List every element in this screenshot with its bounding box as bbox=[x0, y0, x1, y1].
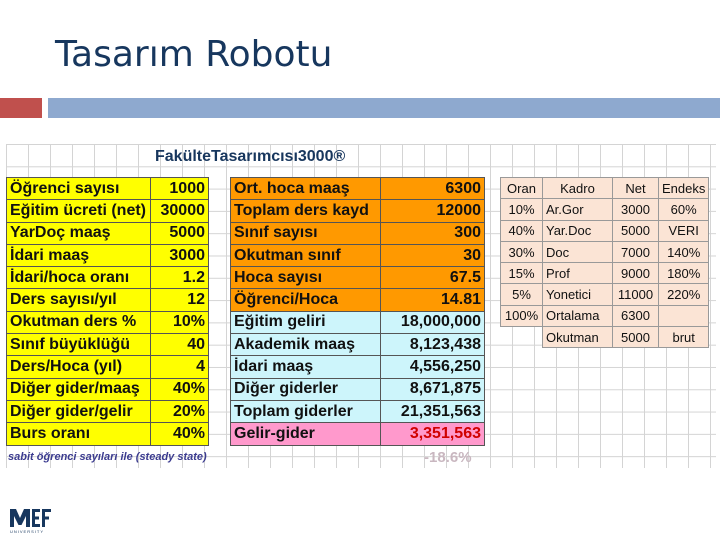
table-row bbox=[7, 289, 209, 311]
table-cell: 3000 bbox=[613, 199, 659, 220]
parameter-label: Öğrenci sayısı bbox=[7, 178, 151, 200]
table-row bbox=[7, 334, 209, 356]
parameter-value: 40 bbox=[151, 334, 209, 356]
table-cell: 180% bbox=[659, 263, 709, 284]
table-cell: 100% bbox=[501, 305, 543, 326]
column-header: Net bbox=[613, 178, 659, 199]
table-cell: 40% bbox=[501, 220, 543, 241]
table-row bbox=[501, 241, 709, 262]
result-value: 6300 bbox=[381, 178, 485, 200]
table-cell bbox=[501, 327, 543, 348]
table-row bbox=[231, 178, 485, 200]
result-label: İdari maaş bbox=[231, 356, 381, 378]
parameter-value: 1000 bbox=[151, 178, 209, 200]
parameter-value: 12 bbox=[151, 289, 209, 311]
ratio-value: -18.6% bbox=[424, 449, 472, 466]
table-row bbox=[501, 284, 709, 305]
table-row bbox=[7, 356, 209, 378]
result-label: Öğrenci/Hoca bbox=[231, 289, 381, 311]
table-cell: 7000 bbox=[613, 241, 659, 262]
parameter-label: Sınıf büyüklüğü bbox=[7, 334, 151, 356]
table-cell: Yar.Doc bbox=[543, 220, 613, 241]
result-label: Eğitim geliri bbox=[231, 311, 381, 333]
parameter-label: İdari maaş bbox=[7, 244, 151, 266]
column-header: Endeks bbox=[659, 178, 709, 199]
column-header: Kadro bbox=[543, 178, 613, 199]
spreadsheet-title: FakülteTasarımcısı3000® bbox=[155, 148, 346, 165]
table-row bbox=[7, 178, 209, 200]
table-row bbox=[501, 327, 709, 348]
parameter-label: Okutman ders % bbox=[7, 311, 151, 333]
table-row bbox=[7, 311, 209, 333]
result-value: 12000 bbox=[381, 200, 485, 222]
parameter-value: 40% bbox=[151, 378, 209, 400]
result-value: 4,556,250 bbox=[381, 356, 485, 378]
result-label: Toplam giderler bbox=[231, 400, 381, 422]
calculated-results-table bbox=[230, 177, 485, 446]
result-value: 67.5 bbox=[381, 267, 485, 289]
mef-logo-icon bbox=[8, 505, 54, 529]
parameter-label: İdari/hoca oranı bbox=[7, 267, 151, 289]
table-row bbox=[231, 267, 485, 289]
logo-subtext: UNIVERSITY bbox=[10, 529, 45, 534]
mef-logo bbox=[8, 505, 54, 529]
table-row bbox=[7, 200, 209, 222]
parameter-value: 1.2 bbox=[151, 267, 209, 289]
table-cell: 11000 bbox=[613, 284, 659, 305]
table-row bbox=[231, 222, 485, 244]
parameter-label: YarDoç maaş bbox=[7, 222, 151, 244]
table-row bbox=[7, 378, 209, 400]
table-row bbox=[231, 311, 485, 333]
table-row bbox=[501, 199, 709, 220]
result-value: 18,000,000 bbox=[381, 311, 485, 333]
table-row bbox=[231, 356, 485, 378]
parameter-label: Burs oranı bbox=[7, 423, 151, 445]
parameter-label: Eğitim ücreti (net) bbox=[7, 200, 151, 222]
result-label: Diğer giderler bbox=[231, 378, 381, 400]
slide-title: Tasarım Robotu bbox=[55, 34, 333, 75]
table-row bbox=[231, 378, 485, 400]
input-parameters-table bbox=[6, 177, 209, 446]
parameter-label: Ders sayısı/yıl bbox=[7, 289, 151, 311]
table-cell: Prof bbox=[543, 263, 613, 284]
result-value: 14.81 bbox=[381, 289, 485, 311]
result-label: Okutman sınıf bbox=[231, 244, 381, 266]
parameter-value: 30000 bbox=[151, 200, 209, 222]
result-label: Akademik maaş bbox=[231, 334, 381, 356]
table-cell: 5000 bbox=[613, 220, 659, 241]
table-row bbox=[231, 334, 485, 356]
result-label: Hoca sayısı bbox=[231, 267, 381, 289]
table-cell: Ortalama bbox=[543, 305, 613, 326]
table-cell: Okutman bbox=[543, 327, 613, 348]
table-cell: 220% bbox=[659, 284, 709, 305]
column-header: Oran bbox=[501, 178, 543, 199]
table-cell: 15% bbox=[501, 263, 543, 284]
table-row bbox=[231, 200, 485, 222]
result-label: Gelir-gider bbox=[231, 423, 381, 445]
result-label: Toplam ders kayd bbox=[231, 200, 381, 222]
result-value: 300 bbox=[381, 222, 485, 244]
table-cell: brut bbox=[659, 327, 709, 348]
table-cell: VERI bbox=[659, 220, 709, 241]
table-row bbox=[501, 263, 709, 284]
parameter-label: Diğer gider/maaş bbox=[7, 378, 151, 400]
table-row bbox=[7, 423, 209, 445]
table-cell: 5000 bbox=[613, 327, 659, 348]
parameter-value: 20% bbox=[151, 400, 209, 422]
table-cell: 6300 bbox=[613, 305, 659, 326]
table-cell: Ar.Gor bbox=[543, 199, 613, 220]
accent-bar-left bbox=[0, 98, 42, 118]
parameter-value: 4 bbox=[151, 356, 209, 378]
result-value: 3,351,563 bbox=[381, 423, 485, 445]
steady-state-note: sabit öğrenci sayıları ile (steady state) bbox=[8, 451, 207, 463]
result-label: Sınıf sayısı bbox=[231, 222, 381, 244]
table-row bbox=[7, 244, 209, 266]
table-row bbox=[7, 267, 209, 289]
parameter-label: Ders/Hoca (yıl) bbox=[7, 356, 151, 378]
table-cell: 140% bbox=[659, 241, 709, 262]
table-row bbox=[231, 423, 485, 445]
staff-ratio-table bbox=[500, 177, 709, 348]
parameter-value: 3000 bbox=[151, 244, 209, 266]
table-header-row bbox=[501, 178, 709, 199]
table-row bbox=[7, 400, 209, 422]
table-row bbox=[231, 289, 485, 311]
table-cell: 5% bbox=[501, 284, 543, 305]
table-row bbox=[501, 220, 709, 241]
table-cell: 9000 bbox=[613, 263, 659, 284]
table-row bbox=[231, 400, 485, 422]
table-row bbox=[231, 244, 485, 266]
result-value: 8,123,438 bbox=[381, 334, 485, 356]
table-cell bbox=[659, 305, 709, 326]
result-value: 21,351,563 bbox=[381, 400, 485, 422]
table-cell: Yonetici bbox=[543, 284, 613, 305]
parameter-value: 40% bbox=[151, 423, 209, 445]
result-value: 8,671,875 bbox=[381, 378, 485, 400]
result-label: Ort. hoca maaş bbox=[231, 178, 381, 200]
accent-bar-right bbox=[48, 98, 720, 118]
table-row bbox=[7, 222, 209, 244]
table-cell: 60% bbox=[659, 199, 709, 220]
table-cell: 30% bbox=[501, 241, 543, 262]
parameter-label: Diğer gider/gelir bbox=[7, 400, 151, 422]
table-cell: Doc bbox=[543, 241, 613, 262]
parameter-value: 5000 bbox=[151, 222, 209, 244]
table-row bbox=[501, 305, 709, 326]
parameter-value: 10% bbox=[151, 311, 209, 333]
result-value: 30 bbox=[381, 244, 485, 266]
table-cell: 10% bbox=[501, 199, 543, 220]
